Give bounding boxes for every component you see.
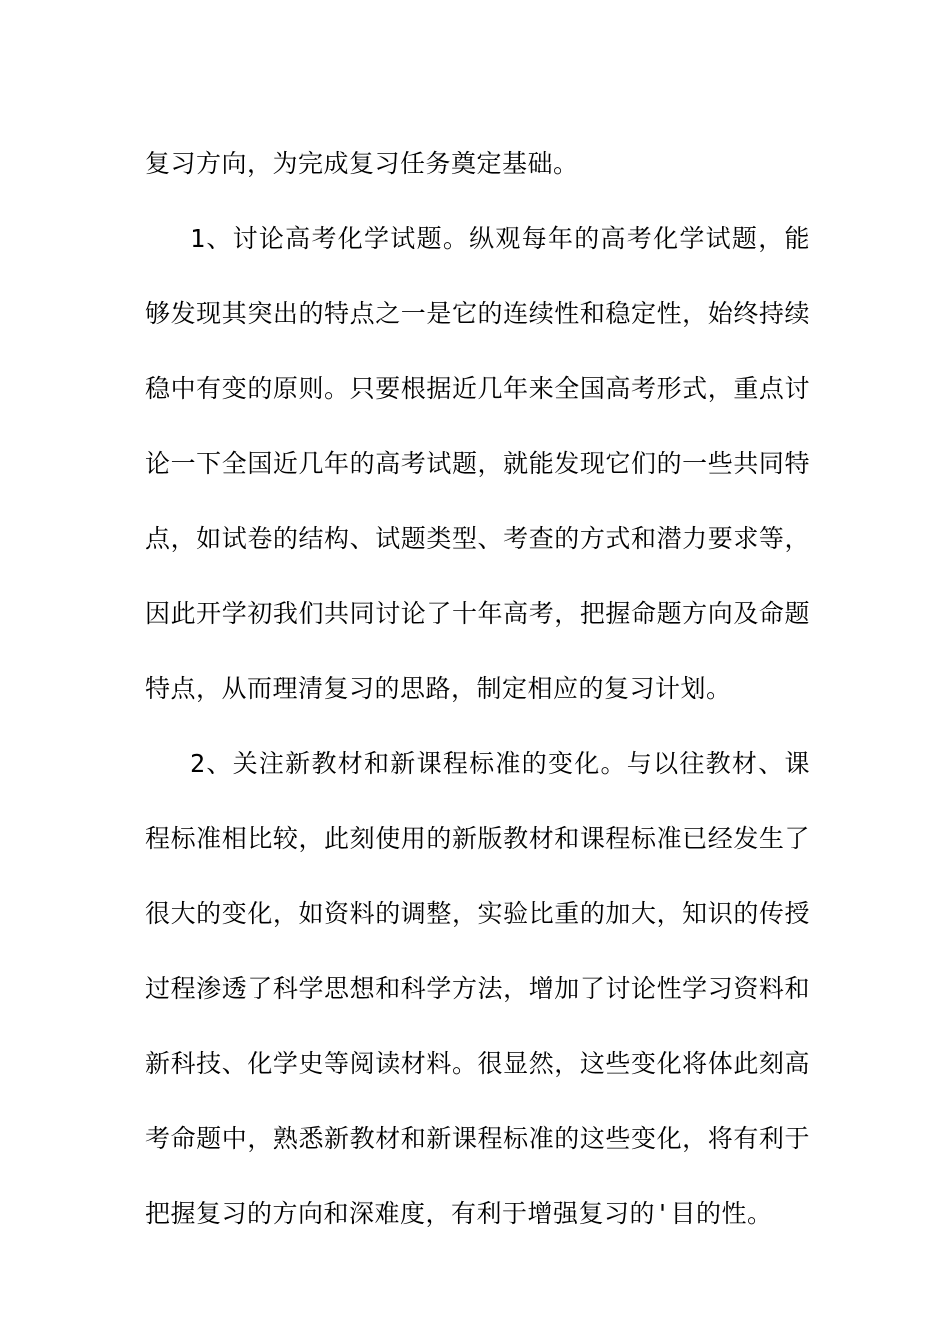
paragraph-continuation: 复习方向，为完成复习任务奠定基础。 xyxy=(145,149,579,178)
paragraph-item-1: 1、讨论高考化学试题。纵观每年的高考化学试题，能够发现其突出的特点之一是它的连续性和稳定性，始终持续稳中有变的原则。只要根据近几年来全国高考形式，重点讨论一下全国近几年的高考试题，就能发现它们的一些共同特点，如试卷的结构、试题类型、考查的方式和潜力要求等，因此开学初我们共同讨论了十年高考，把握命题方向及命题特点，从而理清复习的思路，制定相应的复习计划。 xyxy=(145,224,810,703)
document-body xyxy=(145,126,810,1251)
paragraph-item-2: 2、关注新教材和新课程标准的变化。与以往教材、课程标准相比较，此刻使用的新版教材和课程标准已经发生了很大的变化，如资料的调整，实验比重的加大，知识的传授过程渗透了科学思想和科学方法，增加了讨论性学习资料和新科技、化学史等阅读材料。很显然，这些变化将体此刻高考命题中，熟悉新教材和新课程标准的这些变化，将有利于把握复习的方向和深难度，有利于增强复习的'目的性。 xyxy=(145,749,810,1228)
